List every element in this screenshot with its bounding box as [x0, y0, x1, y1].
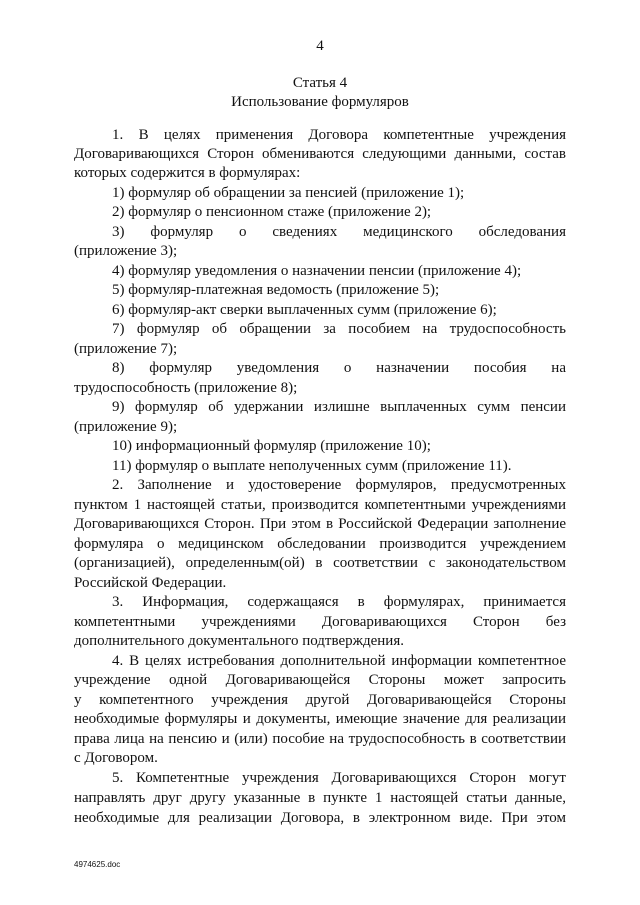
text-line: 4. В целях истребования дополнительной информации компетентное — [112, 653, 566, 669]
list-item: 10) информационный формуляр (приложение 10); — [112, 438, 431, 454]
list-item: 4) формуляр уведомления о назначении пенсии (приложение 4); — [112, 263, 522, 279]
article-title: Статья 4 — [292, 75, 348, 91]
text-line: компетентными учреждениями Договаривающихся Сторон без — [74, 614, 566, 630]
list-item: 2) формуляр о пенсионном стаже (приложение 2); — [112, 204, 432, 220]
list-item: 1) формуляр об обращении за пенсией (приложение 1); — [112, 185, 465, 201]
text-line: дополнительного документального подтверждения. — [74, 633, 404, 649]
text-line: 1. В целях применения Договора компетентные учреждения — [112, 127, 566, 143]
list-item: 6) формуляр-акт сверки выплаченных сумм (приложение 6); — [112, 302, 497, 318]
list-item: 8) формуляр уведомления о назначении пособия на — [112, 360, 566, 376]
text-line: у компетентного учреждения другой Договаривающейся Стороны — [74, 692, 566, 708]
list-item: 3) формуляр о сведениях медицинского обследования — [112, 224, 566, 240]
text-line: 5. Компетентные учреждения Договаривающихся Сторон могут — [112, 770, 566, 786]
text-line: пунктом 1 настоящей статьи, производится компетентными учреждениями — [74, 497, 566, 513]
text-line: с Договором. — [74, 750, 158, 766]
text-line: (приложение 7); — [74, 341, 178, 357]
article-subtitle: Использование формуляров — [231, 94, 409, 110]
text-line: которых содержится в формулярах: — [74, 165, 301, 181]
text-line: 2. Заполнение и удостоверение формуляров, предусмотренных — [112, 477, 566, 493]
text-line: (приложение 3); — [74, 243, 178, 259]
text-line: необходимые формуляры и документы, имеющие значение для реализации — [74, 711, 566, 727]
text-line: (приложение 9); — [74, 419, 178, 435]
text-line: учреждение одной Договаривающейся Стороны может запросить — [74, 672, 566, 688]
document-filename: 4974625.doc — [74, 860, 121, 869]
text-line: формуляра о медицинском обследовании производится учреждением — [74, 536, 566, 552]
text-line: необходимые для реализации Договора, в электронном виде. При этом — [74, 810, 566, 826]
text-line: трудоспособность (приложение 8); — [74, 380, 298, 396]
text-line: права лица на пенсию и (или) пособие на трудоспособность в соответствии — [74, 731, 566, 747]
list-item: 11) формуляр о выплате неполученных сумм (приложение 11). — [112, 458, 512, 474]
text-line: 3. Информация, содержащаяся в формулярах, принимается — [112, 594, 566, 610]
text-line: Договаривающихся Сторон. При этом в Российской Федерации заполнение — [74, 516, 566, 532]
page-number: 4 — [316, 38, 324, 54]
text-line: направлять друг другу указанные в пункте 1 настоящей статьи данные, — [74, 790, 566, 806]
text-line: Договаривающихся Сторон обмениваются следующими данными, состав — [74, 146, 566, 162]
article-heading — [0, 74, 640, 112]
list-item: 9) формуляр об удержании излишне выплаченных сумм пенсии — [112, 399, 566, 415]
list-item: 5) формуляр-платежная ведомость (приложение 5); — [112, 282, 440, 298]
text-line: Российской Федерации. — [74, 575, 227, 591]
text-line: (организацией), определенным(ой) в соответствии с законодательством — [74, 555, 566, 571]
list-item: 7) формуляр об обращении за пособием на трудоспособность — [112, 321, 566, 337]
